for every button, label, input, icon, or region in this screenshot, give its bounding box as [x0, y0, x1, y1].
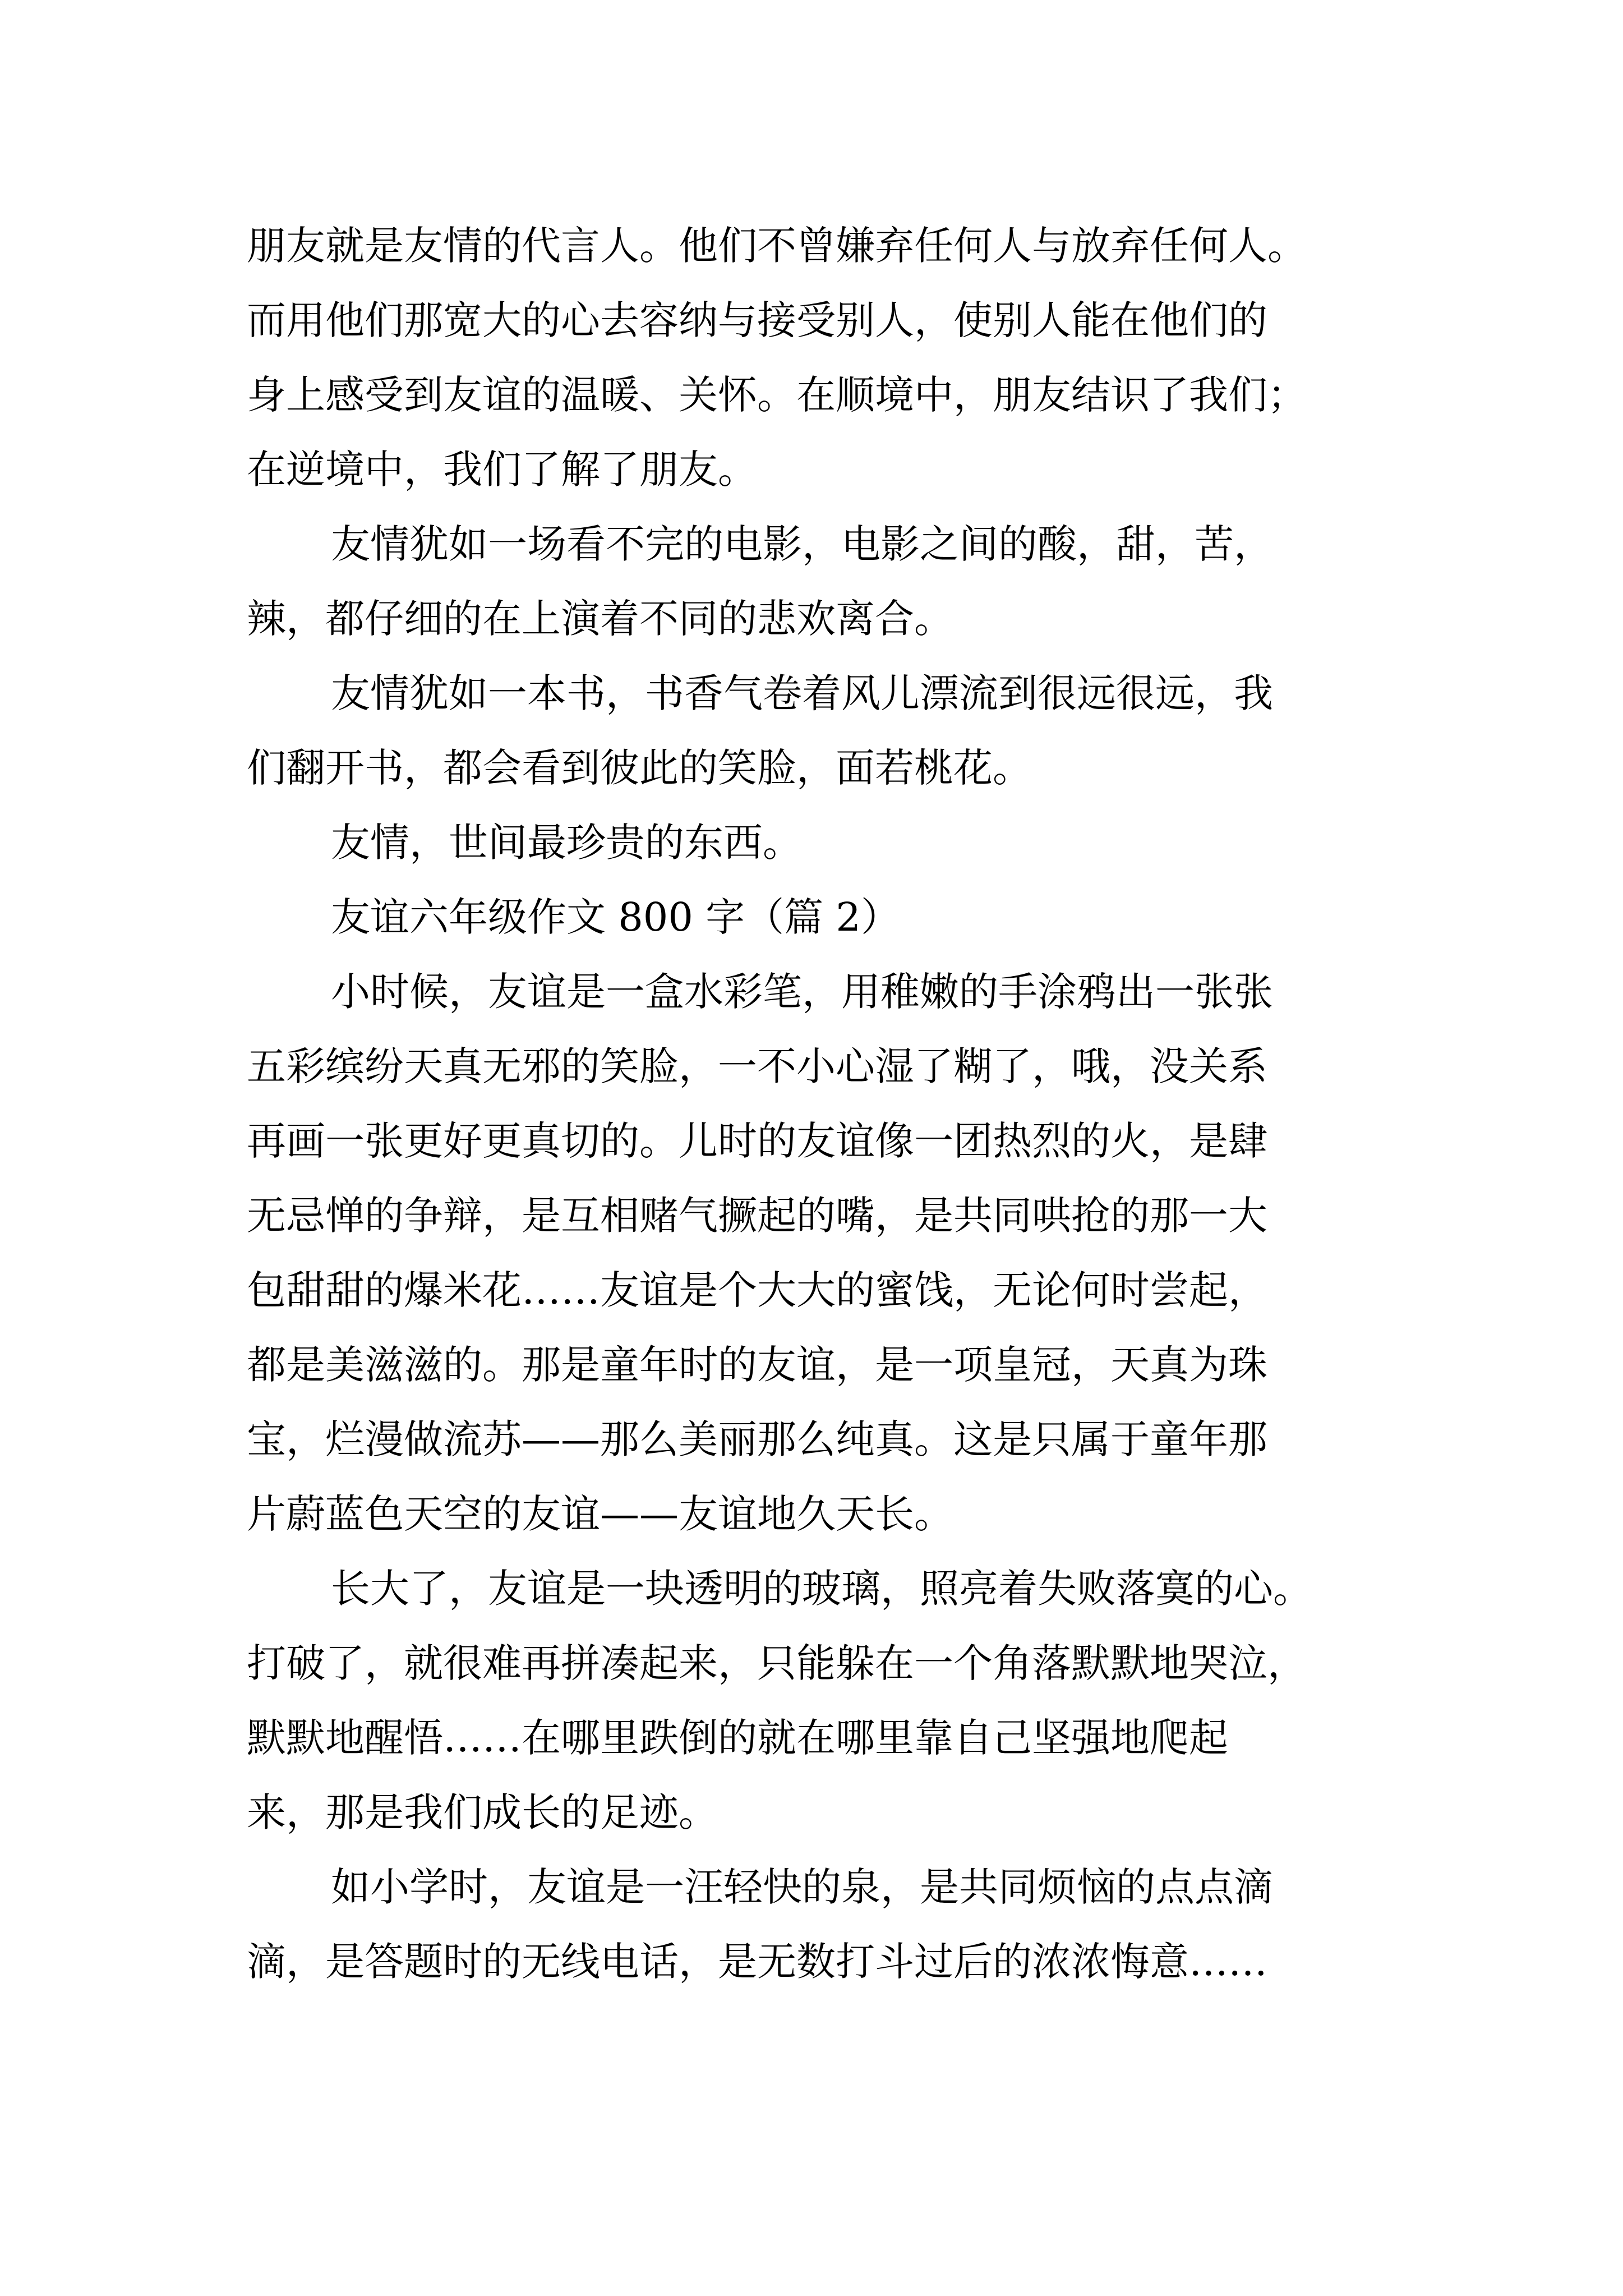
text-line: 辣，都仔细的在上演着不同的悲欢离合。 — [247, 596, 953, 642]
text-line: 无忌惮的争辩，是互相赌气撅起的嘴，是共同哄抢的那一大 — [247, 1193, 1267, 1239]
section-heading: 友谊六年级作文 800 字（篇 2） — [331, 894, 900, 940]
paragraph-first-line: 长大了，友谊是一块透明的玻璃，照亮着失败落寞的心。 — [331, 1566, 1312, 1612]
text-line: 默默地醒悟……在哪里跌倒的就在哪里靠自己坚强地爬起 — [247, 1715, 1228, 1761]
text-line: 打破了，就很难再拼凑起来，只能躲在一个角落默默地哭泣， — [247, 1640, 1307, 1686]
text-line: 们翻开书，都会看到彼此的笑脸，面若桃花。 — [247, 745, 1032, 791]
text-line: 来，那是我们成长的足迹。 — [247, 1789, 718, 1835]
text-line: 朋友就是友情的代言人。他们不曾嫌弃任何人与放弃任何人。 — [247, 223, 1307, 269]
text-line: 片蔚蓝色天空的友谊——友谊地久天长。 — [247, 1491, 953, 1537]
paragraph-first-line: 友情犹如一场看不完的电影，电影之间的酸，甜，苦， — [331, 521, 1273, 567]
text-line: 包甜甜的爆米花……友谊是个大大的蜜饯，无论何时尝起， — [247, 1267, 1267, 1313]
text-line: 五彩缤纷天真无邪的笑脸，一不小心湿了糊了，哦，没关系 — [247, 1043, 1267, 1089]
paragraph-first-line: 友情，世间最珍贵的东西。 — [331, 820, 802, 866]
text-line: 宝，烂漫做流苏——那么美丽那么纯真。这是只属于童年那 — [247, 1416, 1267, 1462]
paragraph-first-line: 友情犹如一本书，书香气卷着风儿漂流到很远很远，我 — [331, 670, 1273, 716]
paragraph-first-line: 如小学时，友谊是一汪轻快的泉，是共同烦恼的点点滴 — [331, 1864, 1273, 1910]
text-line: 身上感受到友谊的温暖、关怀。在顺境中，朋友结识了我们； — [247, 372, 1307, 418]
text-line: 而用他们那宽大的心去容纳与接受别人，使别人能在他们的 — [247, 297, 1267, 343]
paragraph-first-line: 小时候，友谊是一盒水彩笔，用稚嫩的手涂鸦出一张张 — [331, 969, 1273, 1015]
text-line: 都是美滋滋的。那是童年时的友谊，是一项皇冠，天真为珠 — [247, 1342, 1267, 1388]
text-line: 再画一张更好更真切的。儿时的友谊像一团热烈的火，是肆 — [247, 1118, 1267, 1164]
text-line: 在逆境中，我们了解了朋友。 — [247, 447, 757, 493]
text-line: 滴，是答题时的无线电话，是无数打斗过后的浓浓悔意…… — [247, 1939, 1267, 1985]
